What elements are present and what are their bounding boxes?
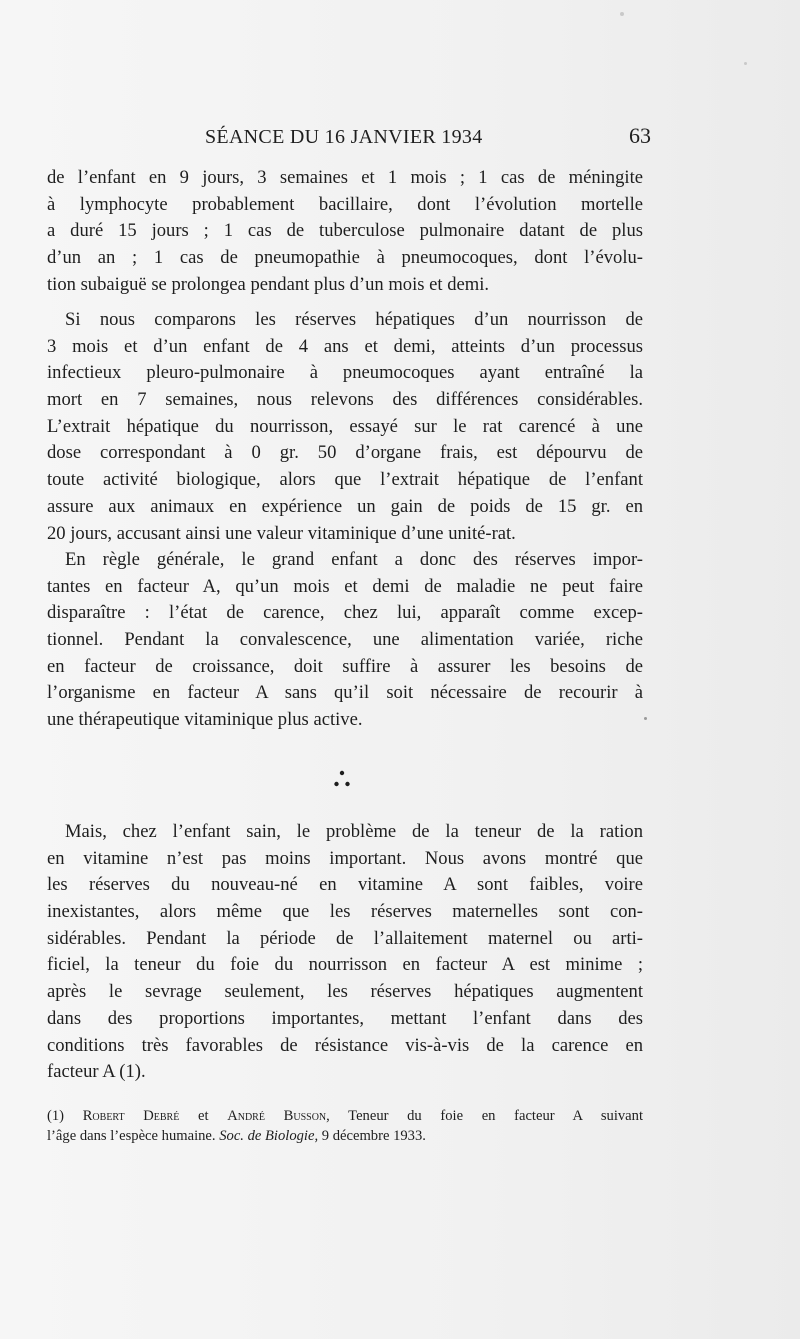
text-line: après le sevrage seulement, les réserves hépatiques augmentent — [47, 981, 643, 1003]
text-line: mort en 7 semaines, nous relevons des différences considérables. — [47, 389, 643, 411]
footnote-marker: (1) — [47, 1108, 65, 1124]
footnote-date: 9 décembre 1933. — [321, 1128, 426, 1144]
text-line: dans des proportions importantes, mettant l’enfant dans des — [47, 1007, 643, 1029]
text-line: en vitamine n’est pas moins important. Nous avons montré que — [47, 847, 643, 869]
text-line: en facteur de croissance, doit suffire à assurer les besoins de — [47, 655, 643, 677]
scan-speck — [644, 717, 647, 720]
paragraph-4 — [47, 819, 643, 1086]
text-line: une thérapeutique vitaminique plus active. — [47, 709, 363, 731]
text-line: l’organisme en facteur A sans qu’il soit nécessaire de recourir à — [47, 682, 643, 704]
footnote-conjunction: et — [198, 1108, 209, 1124]
text-line: inexistantes, alors même que les réserves maternelles sont con- — [47, 901, 643, 923]
text-line: tionnel. Pendant la convalescence, une alimentation variée, riche — [47, 629, 643, 651]
text-line: assure aux animaux en expérience un gain de poids de 15 gr. en — [47, 495, 643, 517]
page-number: 63 — [629, 123, 651, 148]
text-line: à lymphocyte probablement bacillaire, dont l’évolution mortelle — [47, 193, 643, 215]
text-line: En règle générale, le grand enfant a donc des réserves impor- — [65, 549, 643, 570]
footnote — [47, 1106, 643, 1146]
text-line: 20 jours, accusant ainsi une valeur vitaminique d’une unité-rat. — [47, 522, 516, 544]
asterism-ornament — [330, 768, 354, 792]
text-line: sidérables. Pendant la période de l’allaitement maternel ou arti- — [47, 927, 643, 949]
text-line: tion subaiguë se prolongea pendant plus d’un mois et demi. — [47, 273, 490, 295]
text-line: de l’enfant en 9 jours, 3 semaines et 1 mois ; 1 cas de méningite — [47, 167, 643, 188]
scan-speck — [744, 62, 747, 65]
text-line: les réserves du nouveau-né en vitamine A sont faibles, voire — [47, 874, 643, 896]
footnote-author: André Busson, — [227, 1108, 330, 1124]
text-line: conditions très favorables de résistance vis-à-vis de la carence en — [47, 1034, 643, 1056]
text-line: tantes en facteur A, qu’un mois et demi de maladie ne peut faire — [47, 575, 643, 597]
paragraph-2 — [47, 307, 643, 547]
text-line: ficiel, la teneur du foie du nourrisson en facteur A est minime ; — [47, 954, 643, 976]
footnote-title: Teneur du foie en facteur A suivant — [348, 1108, 643, 1124]
paragraph-1 — [47, 165, 643, 298]
running-head-title: SÉANCE DU 16 JANVIER 1934 — [205, 126, 483, 148]
text-line: facteur A (1). — [47, 1061, 146, 1083]
footnote-title-cont: l’âge dans l’espèce humaine. — [47, 1128, 216, 1144]
text-line: d’un an ; 1 cas de pneumopathie à pneumocoques, dont l’évolu- — [47, 247, 643, 269]
text-line: dose correspondant à 0 gr. 50 d’organe frais, est dépourvu de — [47, 442, 643, 464]
text-line: toute activité biologique, alors que l’extrait hépatique de l’enfant — [47, 469, 643, 491]
scan-speck — [620, 12, 624, 16]
paragraph-3 — [47, 547, 643, 734]
text-line: Mais, chez l’enfant sain, le problème de la teneur de la ration — [65, 821, 643, 842]
text-line: disparaître : l’état de carence, chez lui, apparaît comme excep- — [47, 602, 643, 624]
text-line: 3 mois et d’un enfant de 4 ans et demi, atteints d’un processus — [47, 335, 643, 357]
footnote-line — [47, 1126, 643, 1146]
text-line: L’extrait hépatique du nourrisson, essayé sur le rat carencé à une — [47, 415, 643, 437]
footnote-journal: Soc. de Biologie, — [219, 1128, 319, 1144]
text-line: a duré 15 jours ; 1 cas de tuberculose pulmonaire datant de plus — [47, 220, 643, 242]
footnote-line — [47, 1106, 643, 1126]
running-header — [205, 123, 651, 159]
text-line: infectieux pleuro-pulmonaire à pneumocoques ayant entraîné la — [47, 362, 643, 384]
footnote-author: Robert Debré — [82, 1108, 180, 1124]
text-line: Si nous comparons les réserves hépatiques d’un nourrisson de — [65, 309, 643, 330]
